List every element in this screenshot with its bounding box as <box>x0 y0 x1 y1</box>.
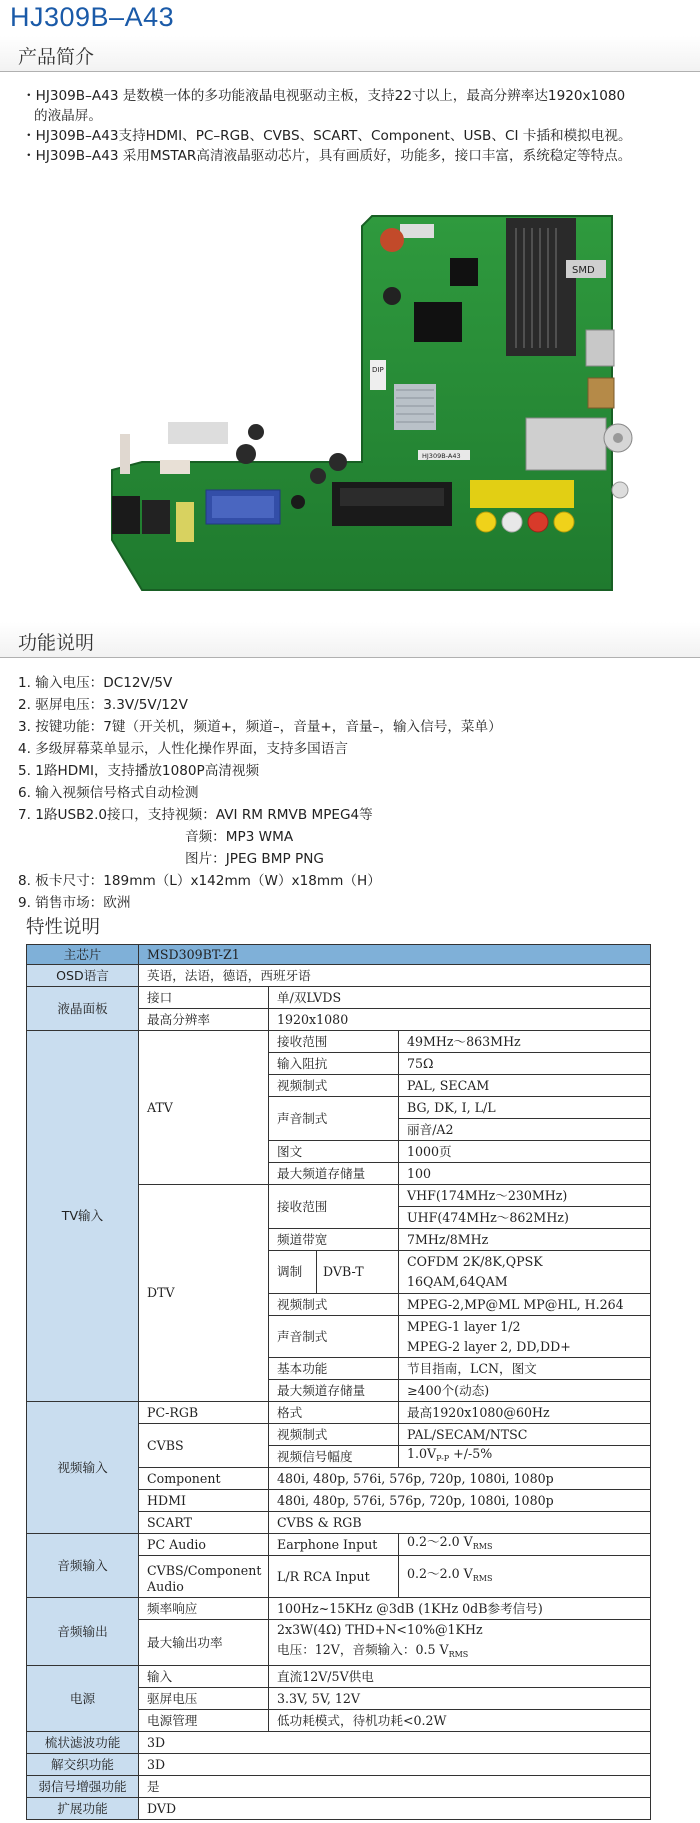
spec-subkey: 电源管理 <box>139 1710 269 1732</box>
modulation-standard: DVB-T <box>323 1264 364 1279</box>
spec-key: 弱信号增强功能 <box>27 1776 139 1798</box>
spec-value: MSD309BT-Z1 <box>139 945 651 965</box>
spec-subkey: CVBS <box>139 1424 269 1468</box>
spec-value: 丽音/A2 <box>399 1119 651 1141</box>
spec-value: 480i, 480p, 576i, 576p, 720p, 1080i, 1080p <box>269 1468 651 1490</box>
power-jack <box>112 496 140 534</box>
spec-value: PAL, SECAM <box>399 1075 651 1097</box>
feature-item: 3. 按键功能：7键（开关机，频道+，频道–，音量+，音量–，输入信号，菜单） <box>18 719 502 735</box>
spec-value: MPEG-2,MP@ML MP@HL, H.264 <box>399 1294 651 1316</box>
table-row <box>27 987 651 1009</box>
feature-item: 音频：MP3 WMA <box>185 829 294 845</box>
spec-value: 75Ω <box>399 1053 651 1075</box>
spec-subkey: 最大频道存储量 <box>269 1380 399 1402</box>
spec-subkey: Component <box>139 1468 269 1490</box>
table-row <box>27 1754 651 1776</box>
table-row <box>27 965 651 987</box>
intro-line: 的液晶屏。 <box>34 108 102 124</box>
spec-subkey: 输入 <box>139 1666 269 1688</box>
tuner <box>526 418 606 470</box>
feature-item: 2. 驱屏电压：3.3V/5V/12V <box>18 697 188 713</box>
table-row <box>27 1534 651 1556</box>
board-model-silk: HJ309B-A43 <box>422 452 461 460</box>
spec-value: 节目指南，LCN，图文 <box>399 1358 651 1380</box>
main-chip <box>414 302 462 342</box>
spec-value: 0.2～2.0 $V_{RMS}$ <box>399 1556 651 1598</box>
spec-value: DVD <box>139 1798 651 1820</box>
feature-item: 1. 输入电压：DC12V/5V <box>18 675 173 691</box>
features-list <box>18 672 502 914</box>
spec-key: 主芯片 <box>27 945 139 965</box>
feature-item: 7. 1路USB2.0接口，支持视频：AVI RM RMVB MPEG4等 <box>18 807 373 823</box>
spec-subkey: 频率响应 <box>139 1598 269 1620</box>
spec-subkey: 声音制式 <box>269 1097 399 1141</box>
spec-value: BG, DK, I, L/L <box>399 1097 651 1119</box>
modulation-label: 调制 <box>269 1251 317 1293</box>
spec-key: 液晶面板 <box>27 987 139 1031</box>
spec-subkey: PC-RGB <box>139 1402 269 1424</box>
spec-value: 低功耗模式，待机功耗<0.2W <box>269 1710 651 1732</box>
spec-value: 100Hz~15KHz @3dB (1KHz 0dB参考信号) <box>269 1598 651 1620</box>
spec-value: 3D <box>139 1754 651 1776</box>
spec-value: 0.2～2.0 $V_{RMS}$ <box>399 1534 651 1556</box>
spec-value: 1920x1080 <box>269 1009 651 1031</box>
spec-key: 解交织功能 <box>27 1754 139 1776</box>
spec-value: ≥400个(动态) <box>399 1380 651 1402</box>
spec-subkey: 视频信号幅度 <box>269 1446 399 1468</box>
spec-subkey: 最高分辨率 <box>139 1009 269 1031</box>
table-row <box>27 1666 651 1688</box>
spec-subkey <box>269 1251 399 1294</box>
spec-value: 7MHz/8MHz <box>399 1229 651 1251</box>
spec-subkey: L/R RCA Input <box>269 1556 399 1598</box>
feature-item: 9. 销售市场：欧洲 <box>18 895 131 911</box>
intro-line: ・HJ309B–A43 是数模一体的多功能液晶电视驱动主板，支持22寸以上，最高分辨率达1920x1080 <box>22 88 626 104</box>
spec-value: $1.0V_{P-P} +/-5\%$ <box>399 1446 651 1468</box>
spec-value: 是 <box>139 1776 651 1798</box>
spec-subkey: 图文 <box>269 1141 399 1163</box>
spec-value: 49MHz～863MHz <box>399 1031 651 1053</box>
table-row <box>27 1798 651 1820</box>
spec-value: 3D <box>139 1732 651 1754</box>
spec-value: 直流12V/5V供电 <box>269 1666 651 1688</box>
table-row <box>27 1031 651 1053</box>
spec-subkey: 最大输出功率 <box>139 1620 269 1666</box>
spec-value: 最高1920x1080@60Hz <box>399 1402 651 1424</box>
feature-item: 6. 输入视频信号格式自动检测 <box>18 785 199 801</box>
intro-text <box>22 86 692 166</box>
spec-subkey: 输入阻抗 <box>269 1053 399 1075</box>
spec-subkey: 视频制式 <box>269 1424 399 1446</box>
spec-subkey: 声音制式 <box>269 1316 399 1358</box>
spec-key: 音频输出 <box>27 1598 139 1666</box>
table-row <box>27 1402 651 1424</box>
audio-jack <box>176 502 194 542</box>
rca-yellow <box>476 512 496 532</box>
spec-subkey: CVBS/Component Audio <box>139 1556 269 1598</box>
spec-value: 100 <box>399 1163 651 1185</box>
table-row <box>27 1732 651 1754</box>
spec-subkey: 格式 <box>269 1402 399 1424</box>
spec-value: UHF(474MHz～862MHz) <box>399 1207 651 1229</box>
spec-key: TV输入 <box>27 1031 139 1402</box>
intro-line: ・HJ309B–A43支持HDMI、PC–RGB、CVBS、SCART、Component、USB、CI 卡插和模拟电视。 <box>22 128 632 144</box>
spec-subkey: HDMI <box>139 1490 269 1512</box>
spec-key: 音频输入 <box>27 1534 139 1598</box>
spec-key: 视频输入 <box>27 1402 139 1534</box>
spec-value: 英语，法语，德语，西班牙语 <box>139 965 651 987</box>
usb-port <box>586 330 614 366</box>
hdmi-port <box>588 378 614 408</box>
specs-heading: 特性说明 <box>26 917 101 938</box>
feature-item: 4. 多级屏幕菜单显示，人性化操作界面，支持多国语言 <box>18 741 348 757</box>
feature-item: 8. 板卡尺寸：189mm（L）x142mm（W）x18mm（H） <box>18 873 381 889</box>
spec-value: 3.3V, 5V, 12V <box>269 1688 651 1710</box>
spec-subkey: PC Audio <box>139 1534 269 1556</box>
spec-key: 扩展功能 <box>27 1798 139 1820</box>
spec-key: 梳状滤波功能 <box>27 1732 139 1754</box>
table-row <box>27 1598 651 1620</box>
spec-subkey: 最大频道存储量 <box>269 1163 399 1185</box>
spec-subkey: 视频制式 <box>269 1294 399 1316</box>
spec-value: MPEG-1 layer 1/2 MPEG-2 layer 2, DD,DD+ <box>399 1316 651 1358</box>
smd-label: SMD <box>572 265 595 276</box>
spec-value: CVBS & RGB <box>269 1512 651 1534</box>
spec-key: 电源 <box>27 1666 139 1732</box>
spec-value: VHF(174MHz～230MHz) <box>399 1185 651 1207</box>
intro-line: ・HJ309B–A43 采用MSTAR高清液晶驱动芯片，具有画质好，功能多，接口丰富，系统稳定等特点。 <box>22 148 632 164</box>
spec-subkey: SCART <box>139 1512 269 1534</box>
feature-item: 图片：JPEG BMP PNG <box>185 851 324 867</box>
spec-table <box>26 944 651 1820</box>
spec-subkey: 频道带宽 <box>269 1229 399 1251</box>
spec-value: 480i, 480p, 576i, 576p, 720p, 1080i, 1080p <box>269 1490 651 1512</box>
spec-subkey: ATV <box>139 1031 269 1185</box>
spec-key: OSD语言 <box>27 965 139 987</box>
spec-value: 1000页 <box>399 1141 651 1163</box>
spec-subkey: 接口 <box>139 987 269 1009</box>
spec-subkey: 接收范围 <box>269 1031 399 1053</box>
spec-subkey: DTV <box>139 1185 269 1402</box>
spec-value: 2x3W(4Ω) THD+N<10%@1KHz 电压：12V，音频输入：0.5 $V_{RMS}$ <box>269 1620 651 1666</box>
dip-label: DIP <box>372 366 384 374</box>
product-title: HJ309B–A43 <box>10 2 175 32</box>
table-row <box>27 945 651 965</box>
spec-value: PAL/SECAM/NTSC <box>399 1424 651 1446</box>
table-row <box>27 1776 651 1798</box>
spec-subkey: 基本功能 <box>269 1358 399 1380</box>
spec-subkey: 接收范围 <box>269 1185 399 1229</box>
spec-subkey: Earphone Input <box>269 1534 399 1556</box>
section-header-features: 功能说明 <box>0 622 700 658</box>
spec-subkey: 视频制式 <box>269 1075 399 1097</box>
feature-item: 5. 1路HDMI，支持播放1080P高清视频 <box>18 763 260 779</box>
board-photo <box>0 200 700 620</box>
spec-subkey: 驱屏电压 <box>139 1688 269 1710</box>
section-header-intro: 产品简介 <box>0 36 700 72</box>
spec-value: COFDM 2K/8K,QPSK 16QAM,64QAM <box>399 1251 651 1294</box>
spec-value: 单/双LVDS <box>269 987 651 1009</box>
